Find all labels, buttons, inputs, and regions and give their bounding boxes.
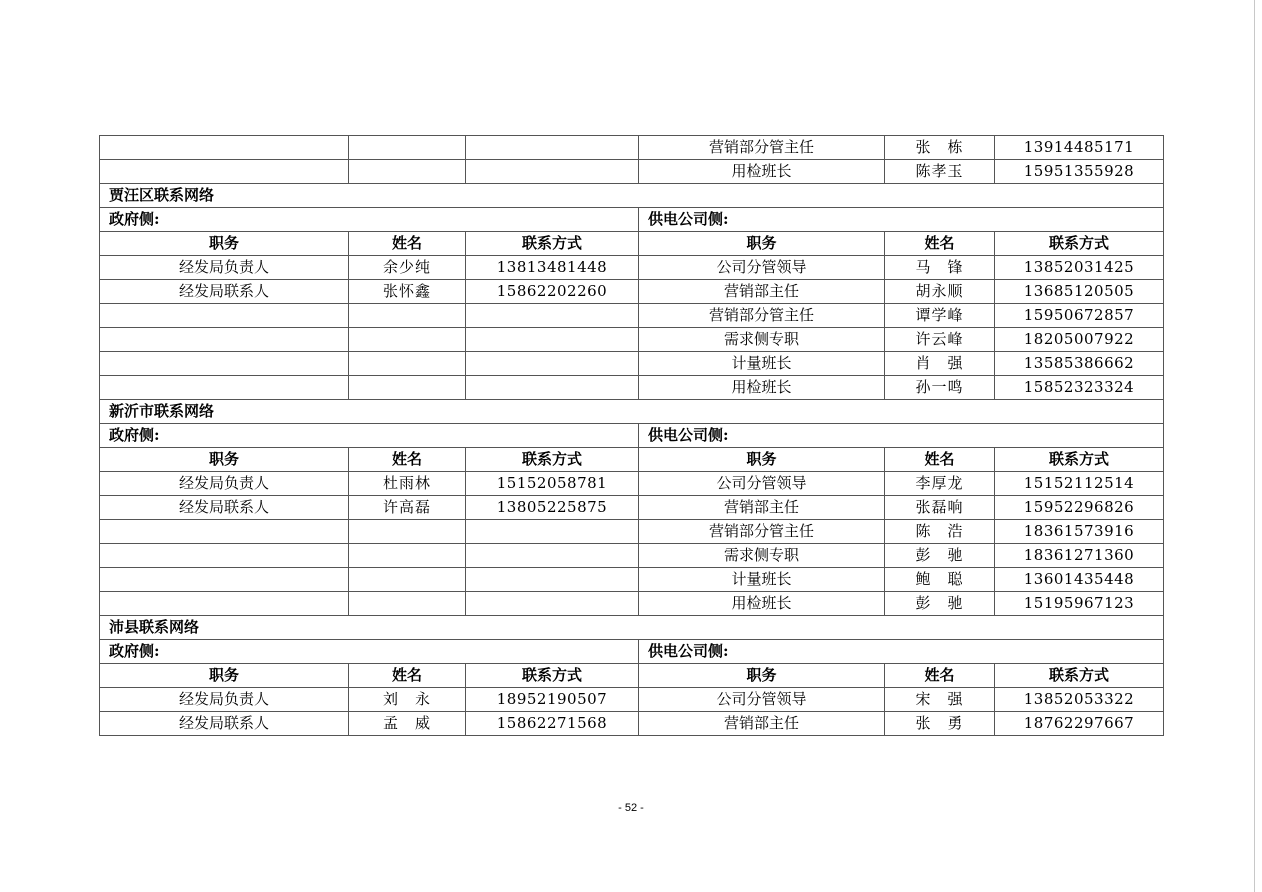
supply-side-label: 供电公司侧: bbox=[639, 640, 1164, 664]
supply-phone-cell: 18205007922 bbox=[995, 328, 1164, 352]
gov-name-cell bbox=[349, 328, 466, 352]
supply-phone-cell: 13852053322 bbox=[995, 688, 1164, 712]
gov-name-cell: 许高磊 bbox=[349, 496, 466, 520]
gov-role-cell bbox=[100, 376, 349, 400]
column-header: 姓名 bbox=[885, 664, 995, 688]
supply-role-cell: 营销部分管主任 bbox=[639, 136, 885, 160]
supply-name-cell: 彭 驰 bbox=[885, 592, 995, 616]
gov-name-cell: 刘 永 bbox=[349, 688, 466, 712]
supply-name-cell: 李厚龙 bbox=[885, 472, 995, 496]
gov-name-cell bbox=[349, 568, 466, 592]
column-header: 姓名 bbox=[349, 232, 466, 256]
column-header: 姓名 bbox=[349, 448, 466, 472]
section-title: 贾汪区联系网络 bbox=[100, 184, 1164, 208]
gov-side-label: 政府侧: bbox=[100, 208, 639, 232]
supply-role-cell: 营销部主任 bbox=[639, 712, 885, 736]
supply-name-cell: 彭 驰 bbox=[885, 544, 995, 568]
gov-phone-cell: 15862202260 bbox=[466, 280, 639, 304]
column-header: 职务 bbox=[100, 664, 349, 688]
column-header-row bbox=[100, 232, 1164, 256]
gov-role-cell: 经发局联系人 bbox=[100, 712, 349, 736]
side-labels-row bbox=[100, 208, 1164, 232]
table-row bbox=[100, 304, 1164, 328]
supply-name-cell: 张 勇 bbox=[885, 712, 995, 736]
gov-name-cell bbox=[349, 352, 466, 376]
gov-role-cell bbox=[100, 592, 349, 616]
supply-role-cell: 公司分管领导 bbox=[639, 688, 885, 712]
supply-phone-cell: 13685120505 bbox=[995, 280, 1164, 304]
section-title: 新沂市联系网络 bbox=[100, 400, 1164, 424]
column-header: 联系方式 bbox=[995, 664, 1164, 688]
gov-role-cell bbox=[100, 160, 349, 184]
gov-name-cell bbox=[349, 520, 466, 544]
table-row bbox=[100, 136, 1164, 160]
supply-side-label: 供电公司侧: bbox=[639, 424, 1164, 448]
section-title-row bbox=[100, 400, 1164, 424]
supply-name-cell: 马 锋 bbox=[885, 256, 995, 280]
gov-phone-cell bbox=[466, 544, 639, 568]
page-number: - 52 - bbox=[618, 802, 644, 814]
gov-role-cell: 经发局负责人 bbox=[100, 688, 349, 712]
gov-name-cell bbox=[349, 160, 466, 184]
supply-role-cell: 公司分管领导 bbox=[639, 256, 885, 280]
table-row bbox=[100, 544, 1164, 568]
supply-name-cell: 许云峰 bbox=[885, 328, 995, 352]
column-header-row bbox=[100, 448, 1164, 472]
gov-phone-cell bbox=[466, 520, 639, 544]
gov-name-cell bbox=[349, 136, 466, 160]
table-row bbox=[100, 160, 1164, 184]
column-header: 姓名 bbox=[349, 664, 466, 688]
supply-role-cell: 营销部分管主任 bbox=[639, 304, 885, 328]
supply-name-cell: 孙一鸣 bbox=[885, 376, 995, 400]
table-row bbox=[100, 328, 1164, 352]
gov-name-cell: 张怀鑫 bbox=[349, 280, 466, 304]
supply-side-label: 供电公司侧: bbox=[639, 208, 1164, 232]
gov-side-label: 政府侧: bbox=[100, 640, 639, 664]
gov-phone-cell bbox=[466, 592, 639, 616]
column-header: 姓名 bbox=[885, 232, 995, 256]
column-header: 联系方式 bbox=[466, 664, 639, 688]
gov-role-cell bbox=[100, 328, 349, 352]
supply-phone-cell: 15195967123 bbox=[995, 592, 1164, 616]
gov-phone-cell bbox=[466, 376, 639, 400]
gov-role-cell bbox=[100, 544, 349, 568]
table-row bbox=[100, 376, 1164, 400]
gov-role-cell bbox=[100, 136, 349, 160]
side-labels-row bbox=[100, 424, 1164, 448]
side-labels-row bbox=[100, 640, 1164, 664]
column-header: 联系方式 bbox=[466, 448, 639, 472]
gov-role-cell bbox=[100, 352, 349, 376]
gov-name-cell: 余少纯 bbox=[349, 256, 466, 280]
gov-name-cell: 杜雨林 bbox=[349, 472, 466, 496]
column-header: 职务 bbox=[100, 448, 349, 472]
supply-name-cell: 宋 强 bbox=[885, 688, 995, 712]
gov-phone-cell: 18952190507 bbox=[466, 688, 639, 712]
supply-phone-cell: 15950672857 bbox=[995, 304, 1164, 328]
table-row bbox=[100, 256, 1164, 280]
supply-name-cell: 肖 强 bbox=[885, 352, 995, 376]
gov-phone-cell: 13805225875 bbox=[466, 496, 639, 520]
gov-name-cell bbox=[349, 544, 466, 568]
supply-phone-cell: 15952296826 bbox=[995, 496, 1164, 520]
supply-name-cell: 陈 浩 bbox=[885, 520, 995, 544]
table-row bbox=[100, 520, 1164, 544]
section-title: 沛县联系网络 bbox=[100, 616, 1164, 640]
gov-phone-cell: 15862271568 bbox=[466, 712, 639, 736]
supply-name-cell: 陈孝玉 bbox=[885, 160, 995, 184]
gov-name-cell bbox=[349, 376, 466, 400]
gov-role-cell bbox=[100, 304, 349, 328]
column-header-row bbox=[100, 664, 1164, 688]
column-header: 联系方式 bbox=[995, 448, 1164, 472]
gov-phone-cell: 13813481448 bbox=[466, 256, 639, 280]
gov-phone-cell bbox=[466, 304, 639, 328]
table-body bbox=[100, 136, 1164, 736]
supply-phone-cell: 18762297667 bbox=[995, 712, 1164, 736]
section-title-row bbox=[100, 184, 1164, 208]
section-title-row bbox=[100, 616, 1164, 640]
table-row bbox=[100, 592, 1164, 616]
table-row bbox=[100, 712, 1164, 736]
supply-role-cell: 需求侧专职 bbox=[639, 328, 885, 352]
gov-name-cell bbox=[349, 304, 466, 328]
column-header: 联系方式 bbox=[995, 232, 1164, 256]
column-header: 职务 bbox=[100, 232, 349, 256]
table-row bbox=[100, 472, 1164, 496]
supply-phone-cell: 18361271360 bbox=[995, 544, 1164, 568]
gov-side-label: 政府侧: bbox=[100, 424, 639, 448]
table-row bbox=[100, 496, 1164, 520]
gov-phone-cell: 15152058781 bbox=[466, 472, 639, 496]
table-row bbox=[100, 688, 1164, 712]
table-row bbox=[100, 568, 1164, 592]
supply-phone-cell: 15951355928 bbox=[995, 160, 1164, 184]
table-row bbox=[100, 280, 1164, 304]
gov-role-cell bbox=[100, 568, 349, 592]
supply-phone-cell: 18361573916 bbox=[995, 520, 1164, 544]
supply-name-cell: 张 栋 bbox=[885, 136, 995, 160]
supply-role-cell: 计量班长 bbox=[639, 352, 885, 376]
supply-name-cell: 张磊响 bbox=[885, 496, 995, 520]
gov-role-cell: 经发局联系人 bbox=[100, 280, 349, 304]
gov-role-cell: 经发局负责人 bbox=[100, 472, 349, 496]
supply-role-cell: 公司分管领导 bbox=[639, 472, 885, 496]
supply-role-cell: 营销部分管主任 bbox=[639, 520, 885, 544]
supply-phone-cell: 15152112514 bbox=[995, 472, 1164, 496]
column-header: 职务 bbox=[639, 448, 885, 472]
gov-phone-cell bbox=[466, 160, 639, 184]
supply-role-cell: 用检班长 bbox=[639, 160, 885, 184]
table-row bbox=[100, 352, 1164, 376]
gov-phone-cell bbox=[466, 568, 639, 592]
gov-role-cell bbox=[100, 520, 349, 544]
gov-phone-cell bbox=[466, 328, 639, 352]
supply-phone-cell: 15852323324 bbox=[995, 376, 1164, 400]
gov-role-cell: 经发局联系人 bbox=[100, 496, 349, 520]
supply-role-cell: 营销部主任 bbox=[639, 280, 885, 304]
supply-name-cell: 胡永顺 bbox=[885, 280, 995, 304]
column-header: 职务 bbox=[639, 232, 885, 256]
gov-name-cell: 孟 威 bbox=[349, 712, 466, 736]
supply-role-cell: 需求侧专职 bbox=[639, 544, 885, 568]
gov-phone-cell bbox=[466, 352, 639, 376]
supply-role-cell: 用检班长 bbox=[639, 376, 885, 400]
column-header: 职务 bbox=[639, 664, 885, 688]
page-edge bbox=[1254, 0, 1255, 892]
column-header: 联系方式 bbox=[466, 232, 639, 256]
supply-phone-cell: 13585386662 bbox=[995, 352, 1164, 376]
gov-name-cell bbox=[349, 592, 466, 616]
gov-phone-cell bbox=[466, 136, 639, 160]
supply-name-cell: 谭学峰 bbox=[885, 304, 995, 328]
supply-role-cell: 营销部主任 bbox=[639, 496, 885, 520]
column-header: 姓名 bbox=[885, 448, 995, 472]
gov-role-cell: 经发局负责人 bbox=[100, 256, 349, 280]
supply-phone-cell: 13601435448 bbox=[995, 568, 1164, 592]
supply-role-cell: 计量班长 bbox=[639, 568, 885, 592]
supply-name-cell: 鲍 聪 bbox=[885, 568, 995, 592]
supply-role-cell: 用检班长 bbox=[639, 592, 885, 616]
supply-phone-cell: 13914485171 bbox=[995, 136, 1164, 160]
supply-phone-cell: 13852031425 bbox=[995, 256, 1164, 280]
contact-network-table bbox=[99, 135, 1164, 736]
